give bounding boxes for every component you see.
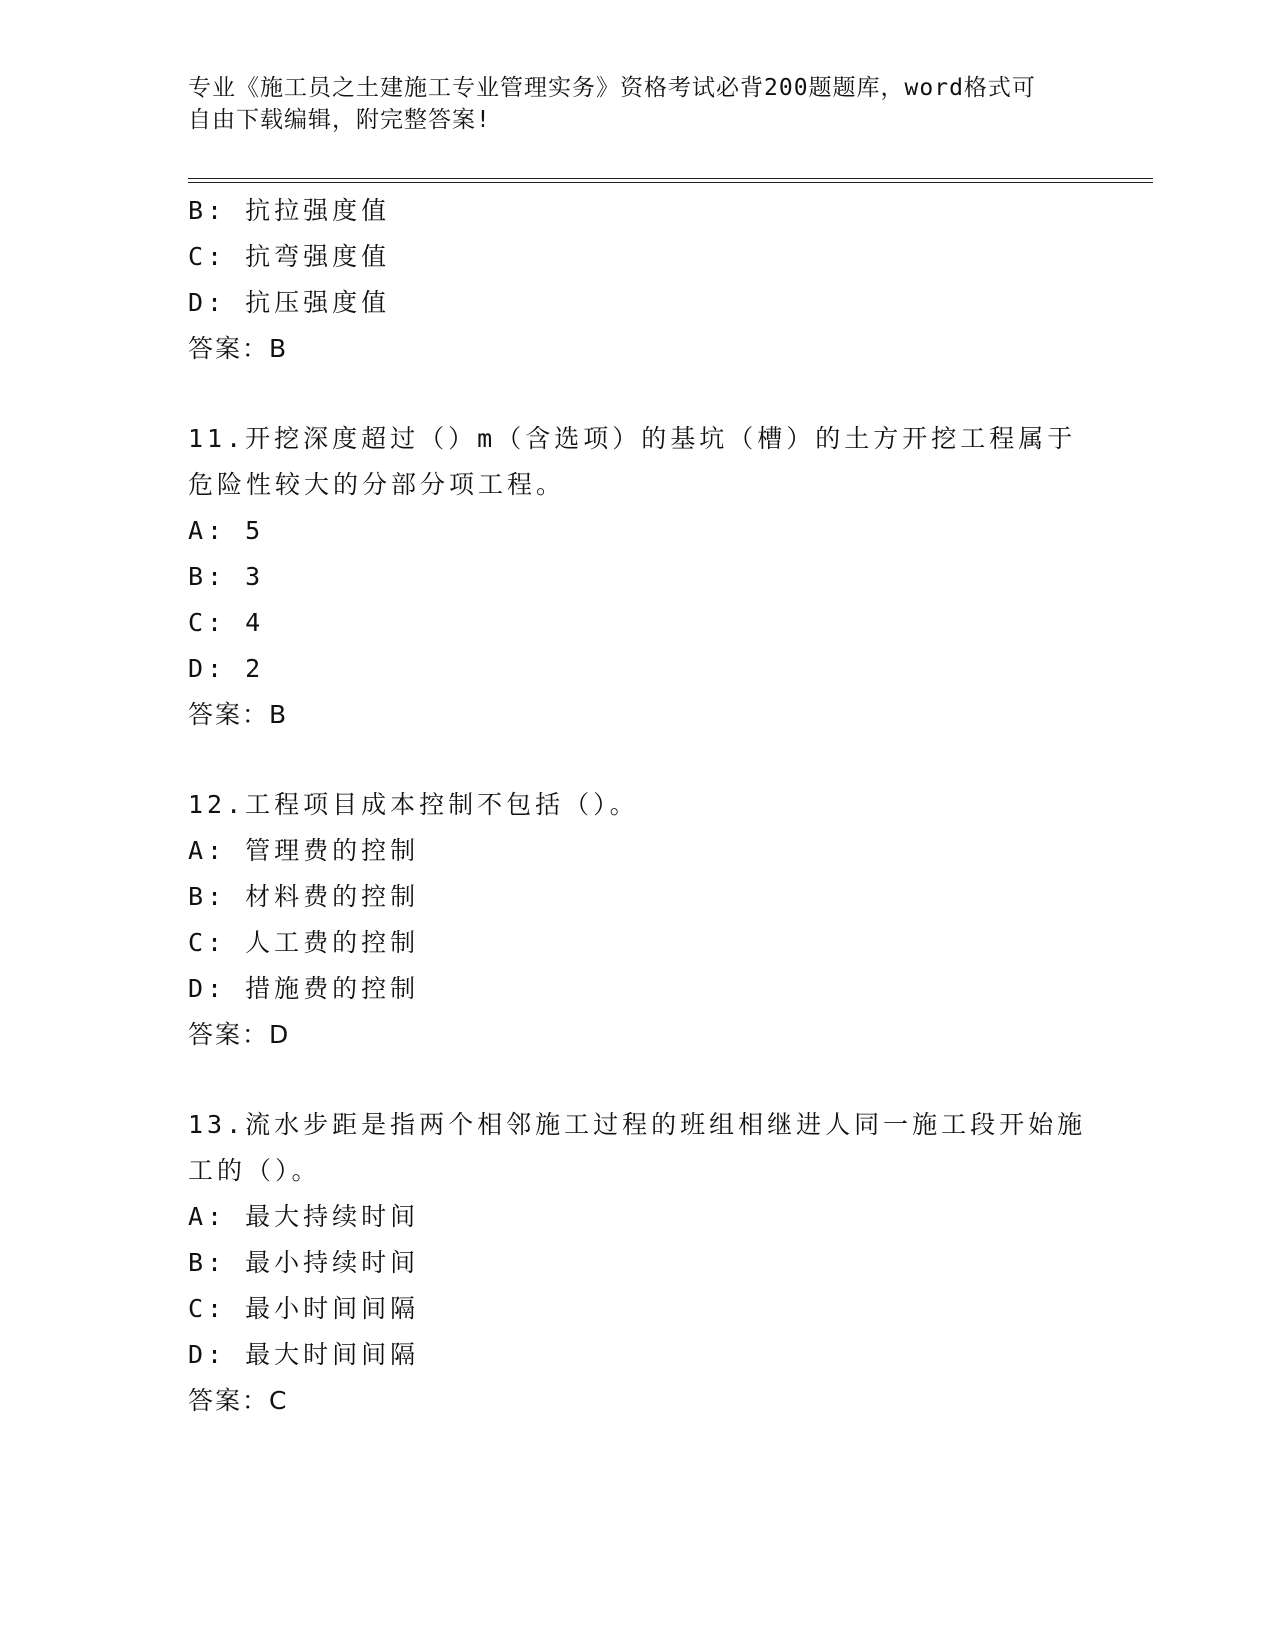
question-stem: 工的（）。	[188, 1156, 321, 1185]
question-list	[188, 188, 1088, 1424]
option-b: B: 最小持续时间	[188, 1248, 420, 1277]
answer-line: 答案：B	[188, 334, 289, 363]
header-divider-top	[188, 178, 1153, 179]
header-divider-bottom	[188, 182, 1153, 183]
option-d: D: 抗压强度值	[188, 288, 391, 317]
question-stem: 12.工程项目成本控制不包括（）。	[188, 790, 639, 819]
option-d: D: 措施费的控制	[188, 974, 420, 1003]
header-line-2: 自由下载编辑，附完整答案!	[188, 107, 491, 133]
question-stem: 11.开挖深度超过（）m（含选项）的基坑（槽）的土方开挖工程属于	[188, 424, 1077, 453]
option-a: A: 管理费的控制	[188, 836, 420, 865]
option-c: C: 4	[188, 608, 265, 637]
answer-line: 答案：D	[188, 1020, 291, 1049]
question-13	[188, 1102, 1088, 1424]
question-10-partial	[188, 188, 1088, 372]
option-b: B: 3	[188, 562, 265, 591]
question-12	[188, 782, 1088, 1058]
question-stem: 危险性较大的分部分项工程。	[188, 470, 566, 499]
option-c: C: 抗弯强度值	[188, 242, 391, 271]
answer-line: 答案：B	[188, 700, 289, 729]
option-d: D: 最大时间间隔	[188, 1340, 420, 1369]
option-a: A: 5	[188, 516, 265, 545]
option-c: C: 最小时间间隔	[188, 1294, 420, 1323]
document-header	[188, 72, 1068, 136]
header-line-1: 专业《施工员之土建施工专业管理实务》资格考试必背200题题库，word格式可	[188, 75, 1036, 101]
option-b: B: 材料费的控制	[188, 882, 420, 911]
option-d: D: 2	[188, 654, 265, 683]
option-c: C: 人工费的控制	[188, 928, 420, 957]
option-b: B: 抗拉强度值	[188, 196, 391, 225]
question-stem: 13.流水步距是指两个相邻施工过程的班组相继进人同一施工段开始施	[188, 1110, 1087, 1139]
answer-line: 答案：C	[188, 1386, 289, 1415]
question-11	[188, 416, 1088, 738]
option-a: A: 最大持续时间	[188, 1202, 420, 1231]
